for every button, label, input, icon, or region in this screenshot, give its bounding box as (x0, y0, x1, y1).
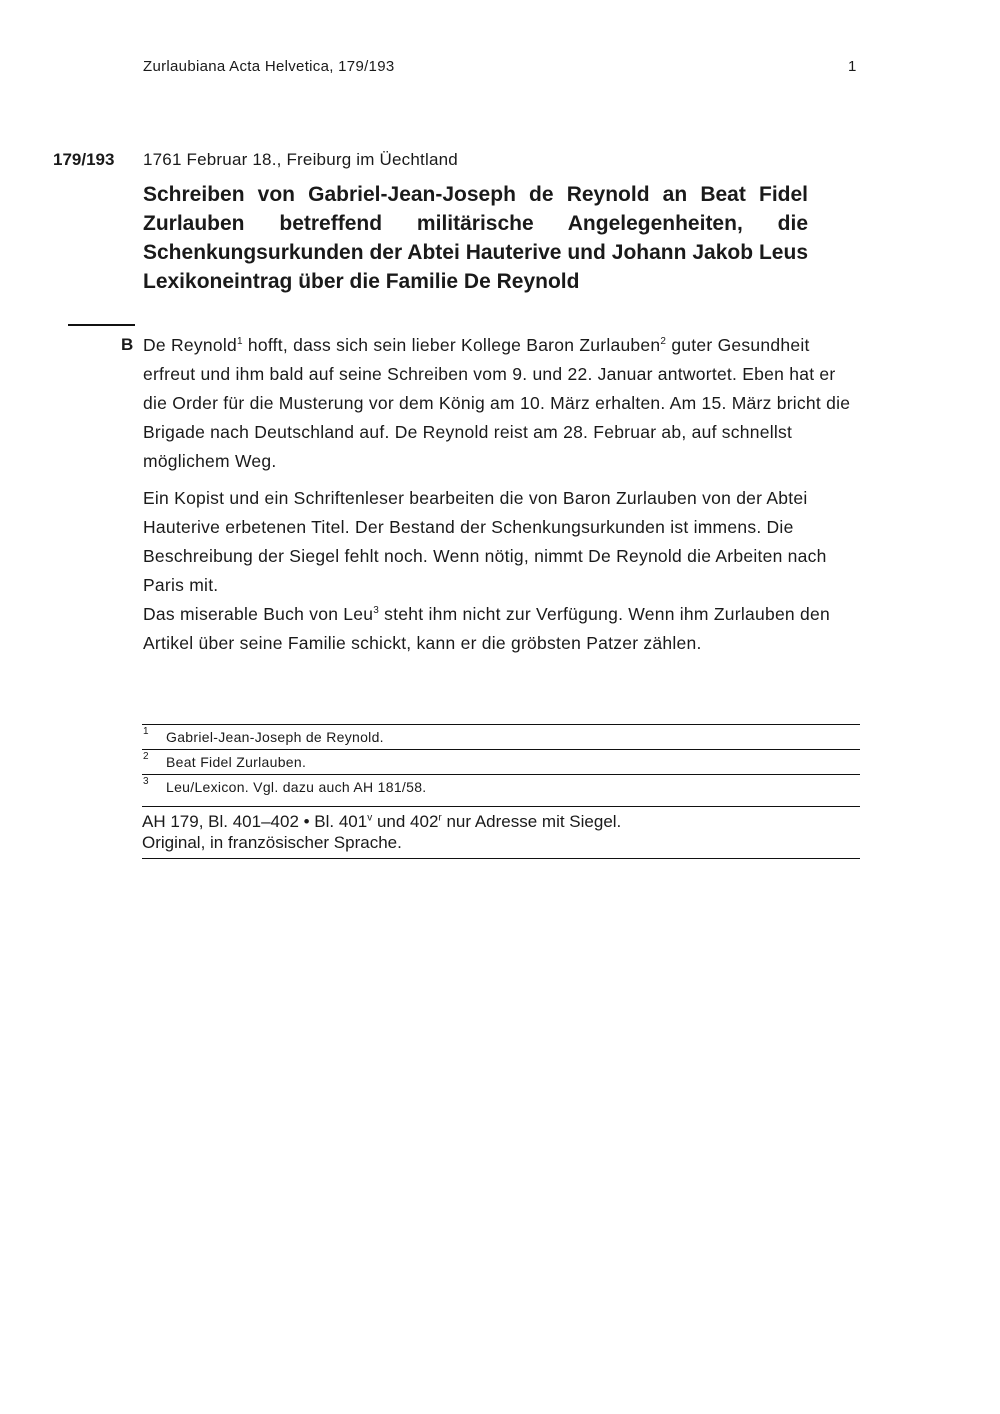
source-text: nur Adresse mit Siegel. (441, 812, 622, 831)
document-date-place: 1761 Februar 18., Freiburg im Üechtland (143, 150, 458, 169)
section-rule (68, 324, 135, 326)
footnote (142, 750, 860, 775)
footnote-ref: 2 (660, 336, 667, 348)
summary-paragraph-3 (143, 600, 858, 658)
document-number: 179/193 (53, 150, 115, 169)
source-line-2: Original, in französischer Sprache. (142, 833, 402, 852)
source-text: AH 179, Bl. 401–402 • Bl. 401 (142, 812, 368, 831)
footnote (142, 725, 860, 750)
footnote-text: Beat Fidel Zurlauben. (166, 754, 307, 770)
footnote-text: Gabriel-Jean-Joseph de Reynold. (166, 729, 384, 745)
source-line-1 (142, 811, 860, 832)
page-number: 1 (848, 58, 857, 75)
document-title: Schreiben von Gabriel-Jean-Joseph de Reynold an Beat Fidel Zurlauben betreffend militärische Angelegenheiten, die Schenkungsurkunden der Abtei Hauterive und Johann Jakob Leus Lexikoneintrag über die Familie De Reynold (143, 183, 808, 293)
footnote (142, 775, 860, 799)
summary-text: Das miserable Buch von Leu (143, 604, 374, 624)
source-note (142, 806, 860, 859)
source-sup: r (438, 812, 442, 824)
footnote-number: 1 (143, 726, 149, 737)
running-head: Zurlaubiana Acta Helvetica, 179/193 (143, 58, 395, 75)
document-type-letter: B (121, 335, 134, 354)
summary-text: guter Gesundheit erfreut und ihm bald auf seine Schreiben vom 9. und 22. Januar antwortet. Eben hat er die Order für die Musterung vor dem König am 10. März erhalten. Am 15. März bricht die Brigade nach Deutschland auf. De Reynold reist am 28. Februar ab, auf schnellst möglichem Weg. (143, 335, 851, 471)
source-text: und 402 (372, 812, 439, 831)
footnote-number: 3 (143, 776, 149, 787)
footnote-ref: 1 (236, 336, 243, 348)
source-sup: v (367, 812, 373, 824)
footnote-number: 2 (143, 751, 149, 762)
summary-text: De Reynold (143, 335, 237, 355)
summary (143, 331, 858, 666)
summary-paragraph-2 (143, 484, 858, 600)
footnote-text: Leu/Lexicon. Vgl. dazu auch AH 181/58. (166, 779, 427, 795)
footnote-ref: 3 (373, 605, 380, 617)
footnotes (142, 724, 860, 799)
summary-text: steht ihm nicht zur Verfügung. Wenn ihm Zurlauben den Artikel über seine Familie schickt, kann er die gröbsten Patzer zählen. (143, 604, 830, 653)
summary-text: Ein Kopist und ein Schriftenleser bearbeiten die von Baron Zurlauben von der Abtei Hauterive erbetenen Titel. Der Bestand der Schenkungsurkunden ist immens. Die Beschreibung der Siegel fehlt noch. Wenn nötig, nimmt De Reynold die Arbeiten nach Paris mit. (143, 488, 827, 595)
summary-text: hofft, dass sich sein lieber Kollege Baron Zurlauben (242, 335, 661, 355)
summary-paragraph-1 (143, 331, 858, 476)
